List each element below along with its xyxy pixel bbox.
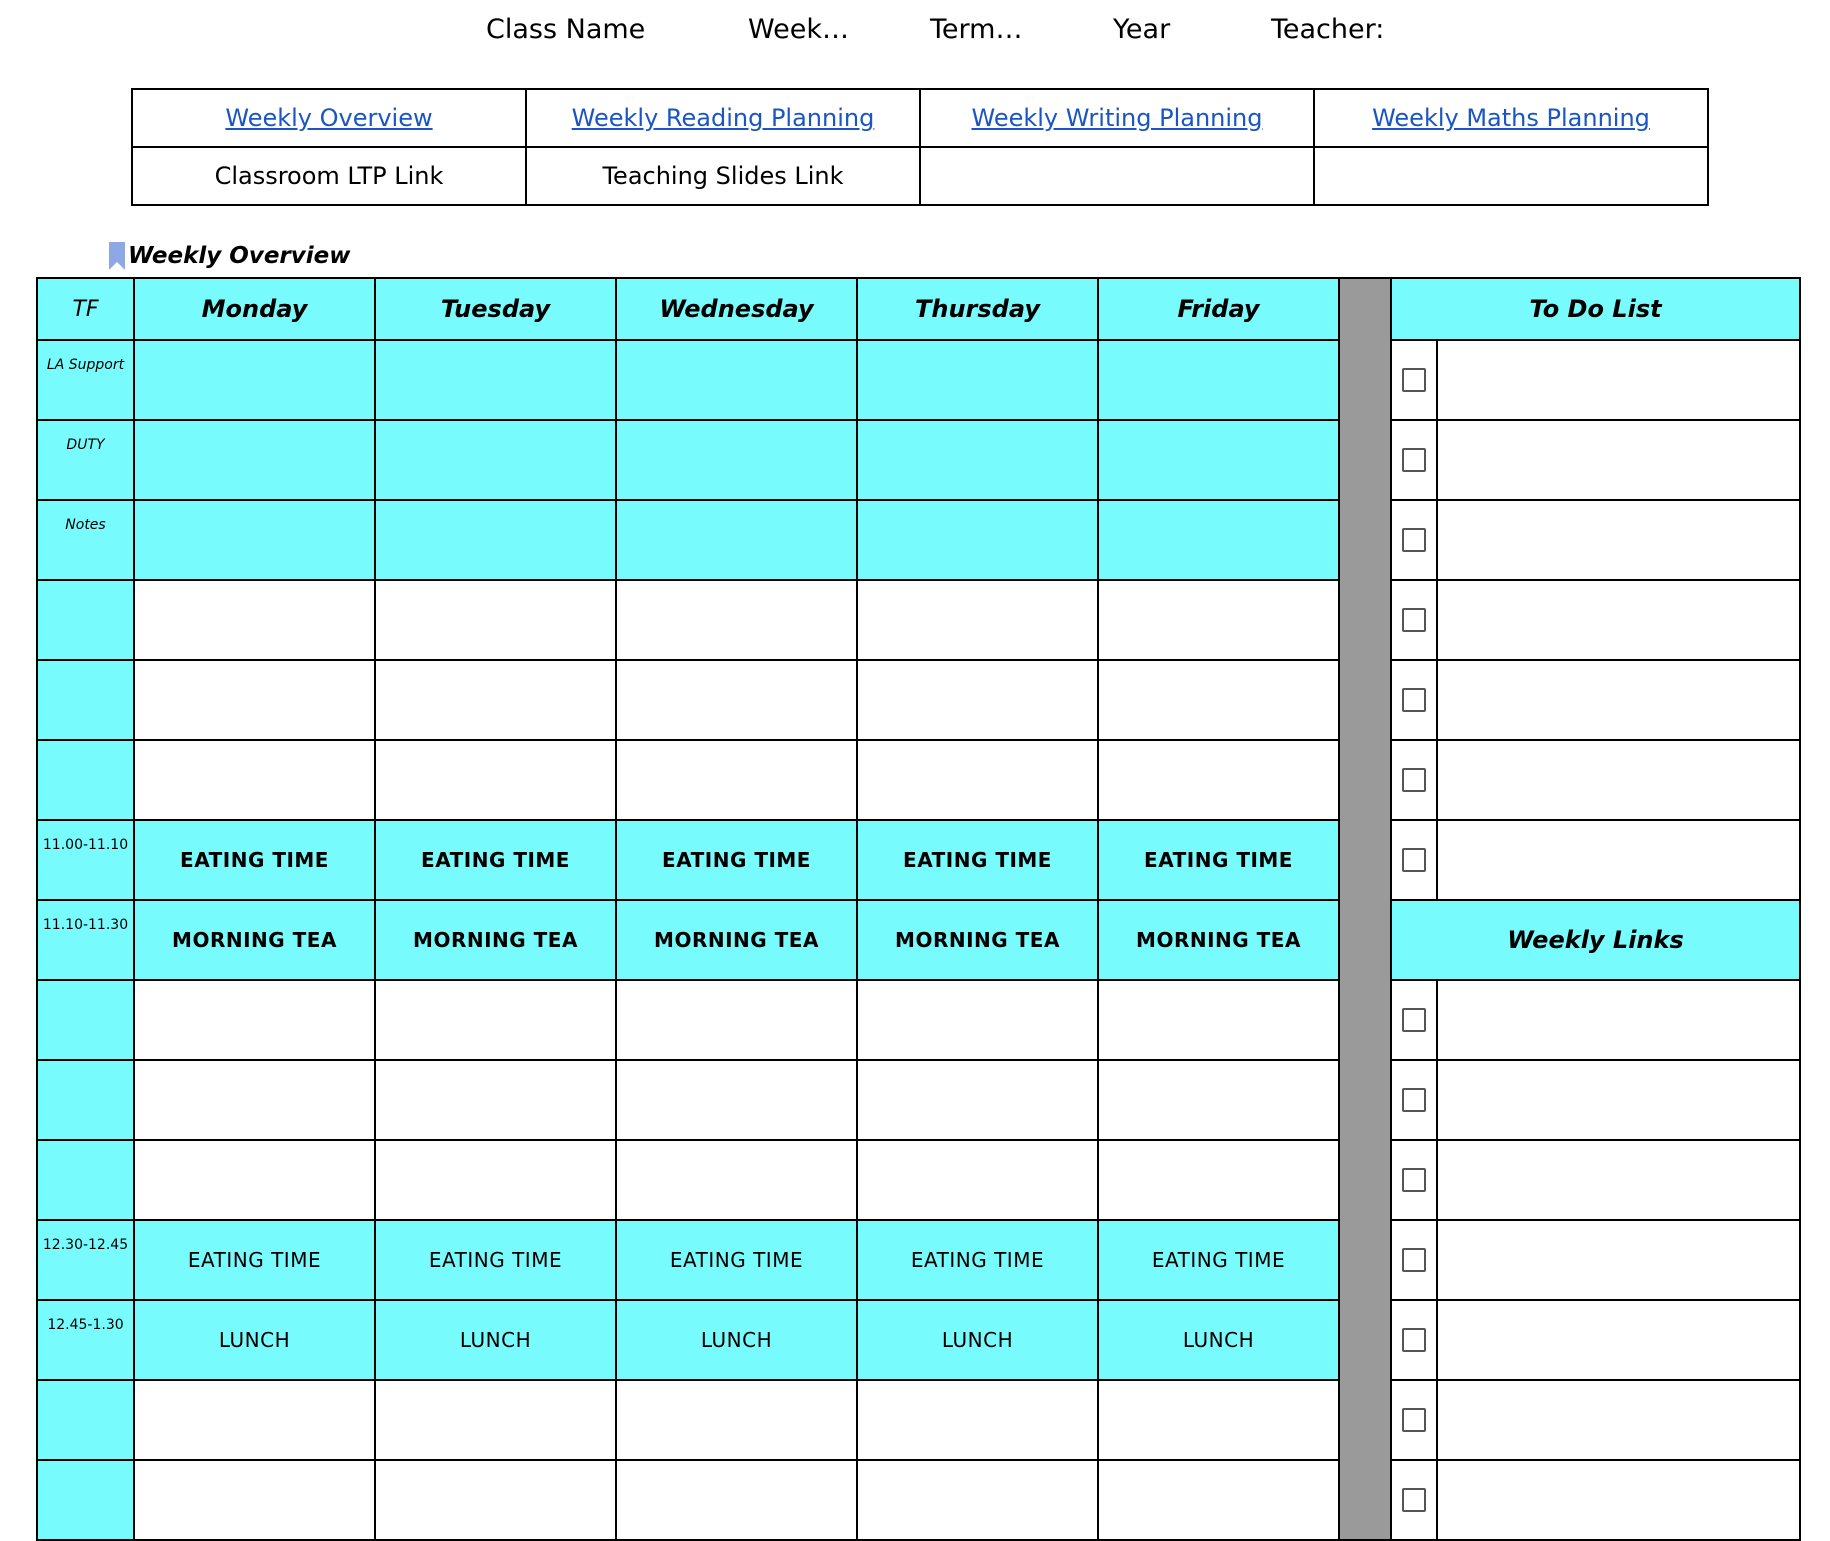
timetable-cell[interactable]	[375, 500, 616, 580]
checkbox-icon[interactable]	[1402, 768, 1426, 792]
timetable-cell[interactable]	[1098, 580, 1339, 660]
timetable-cell[interactable]	[857, 1060, 1098, 1140]
link-checkbox-cell[interactable]	[1391, 1140, 1437, 1220]
day-header-friday: Friday	[1098, 278, 1339, 340]
todo-checkbox-cell[interactable]	[1391, 420, 1437, 500]
classroom-ltp-link[interactable]: Classroom LTP Link	[132, 147, 526, 205]
bookmark-icon	[109, 242, 125, 270]
timetable-cell[interactable]	[616, 500, 857, 580]
timetable-cell[interactable]	[375, 1380, 616, 1460]
lunch-cell: LUNCH	[857, 1300, 1098, 1380]
divider-column	[1339, 278, 1391, 1540]
todo-checkbox-cell[interactable]	[1391, 340, 1437, 420]
row-label	[37, 1380, 134, 1460]
timetable-cell[interactable]	[134, 1060, 375, 1140]
todo-item-field[interactable]	[1437, 580, 1800, 660]
timetable-cell[interactable]	[375, 980, 616, 1060]
weekly-links-title: Weekly Links	[1391, 900, 1800, 980]
checkbox-icon[interactable]	[1402, 1168, 1426, 1192]
row-label	[37, 1060, 134, 1140]
timetable-cell[interactable]	[134, 500, 375, 580]
checkbox-icon[interactable]	[1402, 528, 1426, 552]
todo-checkbox-cell[interactable]	[1391, 500, 1437, 580]
timetable-cell[interactable]	[375, 420, 616, 500]
timetable-cell[interactable]	[857, 980, 1098, 1060]
timetable-cell[interactable]	[134, 580, 375, 660]
todo-checkbox-cell[interactable]	[1391, 580, 1437, 660]
timetable-cell[interactable]	[1098, 340, 1339, 420]
todo-item-field[interactable]	[1437, 500, 1800, 580]
timetable-cell[interactable]	[1098, 1380, 1339, 1460]
weekly-link-field[interactable]	[1437, 980, 1800, 1060]
checkbox-icon[interactable]	[1402, 368, 1426, 392]
weekly-link-field[interactable]	[1437, 1060, 1800, 1140]
day-header-wednesday: Wednesday	[616, 278, 857, 340]
eating-time-cell: EATING TIME	[375, 1220, 616, 1300]
timetable-cell[interactable]	[1098, 1140, 1339, 1220]
todo-checkbox-cell[interactable]	[1391, 660, 1437, 740]
eating-time-cell: EATING TIME	[616, 1220, 857, 1300]
checkbox-icon[interactable]	[1402, 448, 1426, 472]
lunch-cell: LUNCH	[616, 1300, 857, 1380]
timetable-cell[interactable]	[857, 340, 1098, 420]
timetable-cell[interactable]	[616, 420, 857, 500]
timetable-cell[interactable]	[375, 1460, 616, 1540]
timetable-cell[interactable]	[134, 1380, 375, 1460]
morning-tea-cell: MORNING TEA	[857, 900, 1098, 980]
row-label	[37, 580, 134, 660]
timetable-cell[interactable]	[375, 740, 616, 820]
section-heading	[109, 240, 351, 272]
timetable-cell[interactable]	[134, 980, 375, 1060]
link-checkbox-cell[interactable]	[1391, 1060, 1437, 1140]
eating-time-cell: EATING TIME	[1098, 820, 1339, 900]
row-label: Notes	[37, 500, 134, 580]
timetable-cell[interactable]	[375, 580, 616, 660]
day-header-monday: Monday	[134, 278, 375, 340]
planning-links-table	[131, 88, 1709, 206]
link-checkbox-cell[interactable]	[1391, 1220, 1437, 1300]
row-label	[37, 660, 134, 740]
link-checkbox-cell[interactable]	[1391, 1300, 1437, 1380]
timetable-cell[interactable]	[616, 660, 857, 740]
lunch-cell: LUNCH	[1098, 1300, 1339, 1380]
eating-time-cell: EATING TIME	[857, 820, 1098, 900]
timetable-cell[interactable]	[1098, 740, 1339, 820]
teaching-slides-link[interactable]: Teaching Slides Link	[526, 147, 920, 205]
checkbox-icon[interactable]	[1402, 608, 1426, 632]
timetable-cell[interactable]	[616, 1380, 857, 1460]
morning-tea-cell: MORNING TEA	[134, 900, 375, 980]
timetable-cell[interactable]	[616, 1140, 857, 1220]
timetable-cell[interactable]	[375, 340, 616, 420]
checkbox-icon[interactable]	[1402, 688, 1426, 712]
timetable-cell[interactable]	[1098, 980, 1339, 1060]
row-label	[37, 1140, 134, 1220]
teacher-label: Teacher:	[1271, 14, 1385, 45]
checkbox-icon[interactable]	[1402, 848, 1426, 872]
link-checkbox-cell[interactable]	[1391, 1380, 1437, 1460]
timetable-cell[interactable]	[857, 580, 1098, 660]
section-title: Weekly Overview	[128, 243, 351, 269]
time-label: 11.10-11.30	[37, 900, 134, 980]
eating-time-cell: EATING TIME	[616, 820, 857, 900]
weekly-writing-planning-link[interactable]: Weekly Writing Planning	[920, 89, 1314, 147]
timetable-cell[interactable]	[1098, 1460, 1339, 1540]
todo-item-field[interactable]	[1437, 420, 1800, 500]
todo-list-title: To Do List	[1391, 278, 1800, 340]
timetable-cell[interactable]	[616, 340, 857, 420]
links-empty-cell[interactable]	[920, 147, 1314, 205]
day-header-tuesday: Tuesday	[375, 278, 616, 340]
term-label: Term…	[930, 14, 1023, 45]
weekly-timetable	[36, 277, 1801, 1541]
timetable-cell[interactable]	[857, 740, 1098, 820]
timetable-cell[interactable]	[616, 580, 857, 660]
todo-item-field[interactable]	[1437, 820, 1800, 900]
checkbox-icon[interactable]	[1402, 1248, 1426, 1272]
morning-tea-cell: MORNING TEA	[1098, 900, 1339, 980]
timetable-cell[interactable]	[134, 1140, 375, 1220]
checkbox-icon[interactable]	[1402, 1088, 1426, 1112]
timetable-cell[interactable]	[616, 1460, 857, 1540]
eating-time-cell: EATING TIME	[134, 1220, 375, 1300]
link-checkbox-cell[interactable]	[1391, 980, 1437, 1060]
weekly-link-field[interactable]	[1437, 1460, 1800, 1540]
timetable-cell[interactable]	[616, 1060, 857, 1140]
timetable-cell[interactable]	[857, 1380, 1098, 1460]
timetable-cell[interactable]	[1098, 1060, 1339, 1140]
todo-item-field[interactable]	[1437, 660, 1800, 740]
eating-time-cell: EATING TIME	[857, 1220, 1098, 1300]
links-empty-cell[interactable]	[1314, 147, 1708, 205]
todo-checkbox-cell[interactable]	[1391, 820, 1437, 900]
row-label: DUTY	[37, 420, 134, 500]
timetable-cell[interactable]	[1098, 500, 1339, 580]
row-label	[37, 980, 134, 1060]
weekly-link-field[interactable]	[1437, 1380, 1800, 1460]
day-header-thursday: Thursday	[857, 278, 1098, 340]
corner-tf-label: TF	[37, 278, 134, 340]
eating-time-cell: EATING TIME	[1098, 1220, 1339, 1300]
timetable-cell[interactable]	[1098, 420, 1339, 500]
weekly-link-field[interactable]	[1437, 1140, 1800, 1220]
checkbox-icon[interactable]	[1402, 1008, 1426, 1032]
timetable-cell[interactable]	[134, 1460, 375, 1540]
timetable-cell[interactable]	[857, 660, 1098, 740]
timetable-cell[interactable]	[134, 340, 375, 420]
timetable-cell[interactable]	[1098, 660, 1339, 740]
weekly-link-field[interactable]	[1437, 1220, 1800, 1300]
timetable-cell[interactable]	[375, 660, 616, 740]
timetable-cell[interactable]	[134, 420, 375, 500]
lunch-cell: LUNCH	[375, 1300, 616, 1380]
timetable-cell[interactable]	[857, 1460, 1098, 1540]
lunch-cell: LUNCH	[134, 1300, 375, 1380]
todo-item-field[interactable]	[1437, 740, 1800, 820]
timetable-cell[interactable]	[375, 1060, 616, 1140]
timetable-cell[interactable]	[616, 980, 857, 1060]
weekly-reading-planning-link[interactable]: Weekly Reading Planning	[526, 89, 920, 147]
timetable-cell[interactable]	[857, 1140, 1098, 1220]
weekly-maths-planning-link[interactable]: Weekly Maths Planning	[1314, 89, 1708, 147]
weekly-link-field[interactable]	[1437, 1300, 1800, 1380]
link-checkbox-cell[interactable]	[1391, 1460, 1437, 1540]
morning-tea-cell: MORNING TEA	[375, 900, 616, 980]
timetable-cell[interactable]	[375, 1140, 616, 1220]
eating-time-cell: EATING TIME	[134, 820, 375, 900]
timetable-cell[interactable]	[857, 500, 1098, 580]
eating-time-cell: EATING TIME	[375, 820, 616, 900]
time-label: 12.30-12.45	[37, 1220, 134, 1300]
class-name-label: Class Name	[486, 14, 646, 45]
todo-item-field[interactable]	[1437, 340, 1800, 420]
checkbox-icon[interactable]	[1402, 1408, 1426, 1432]
row-label	[37, 740, 134, 820]
year-label: Year	[1113, 14, 1171, 45]
time-label: 12.45-1.30	[37, 1300, 134, 1380]
weekly-overview-link[interactable]: Weekly Overview	[132, 89, 526, 147]
row-label	[37, 1460, 134, 1540]
timetable-cell[interactable]	[857, 420, 1098, 500]
week-label: Week…	[748, 14, 849, 45]
timetable-cell[interactable]	[134, 660, 375, 740]
todo-checkbox-cell[interactable]	[1391, 740, 1437, 820]
row-label: LA Support	[37, 340, 134, 420]
timetable-cell[interactable]	[616, 740, 857, 820]
checkbox-icon[interactable]	[1402, 1488, 1426, 1512]
morning-tea-cell: MORNING TEA	[616, 900, 857, 980]
time-label: 11.00-11.10	[37, 820, 134, 900]
timetable-cell[interactable]	[134, 740, 375, 820]
